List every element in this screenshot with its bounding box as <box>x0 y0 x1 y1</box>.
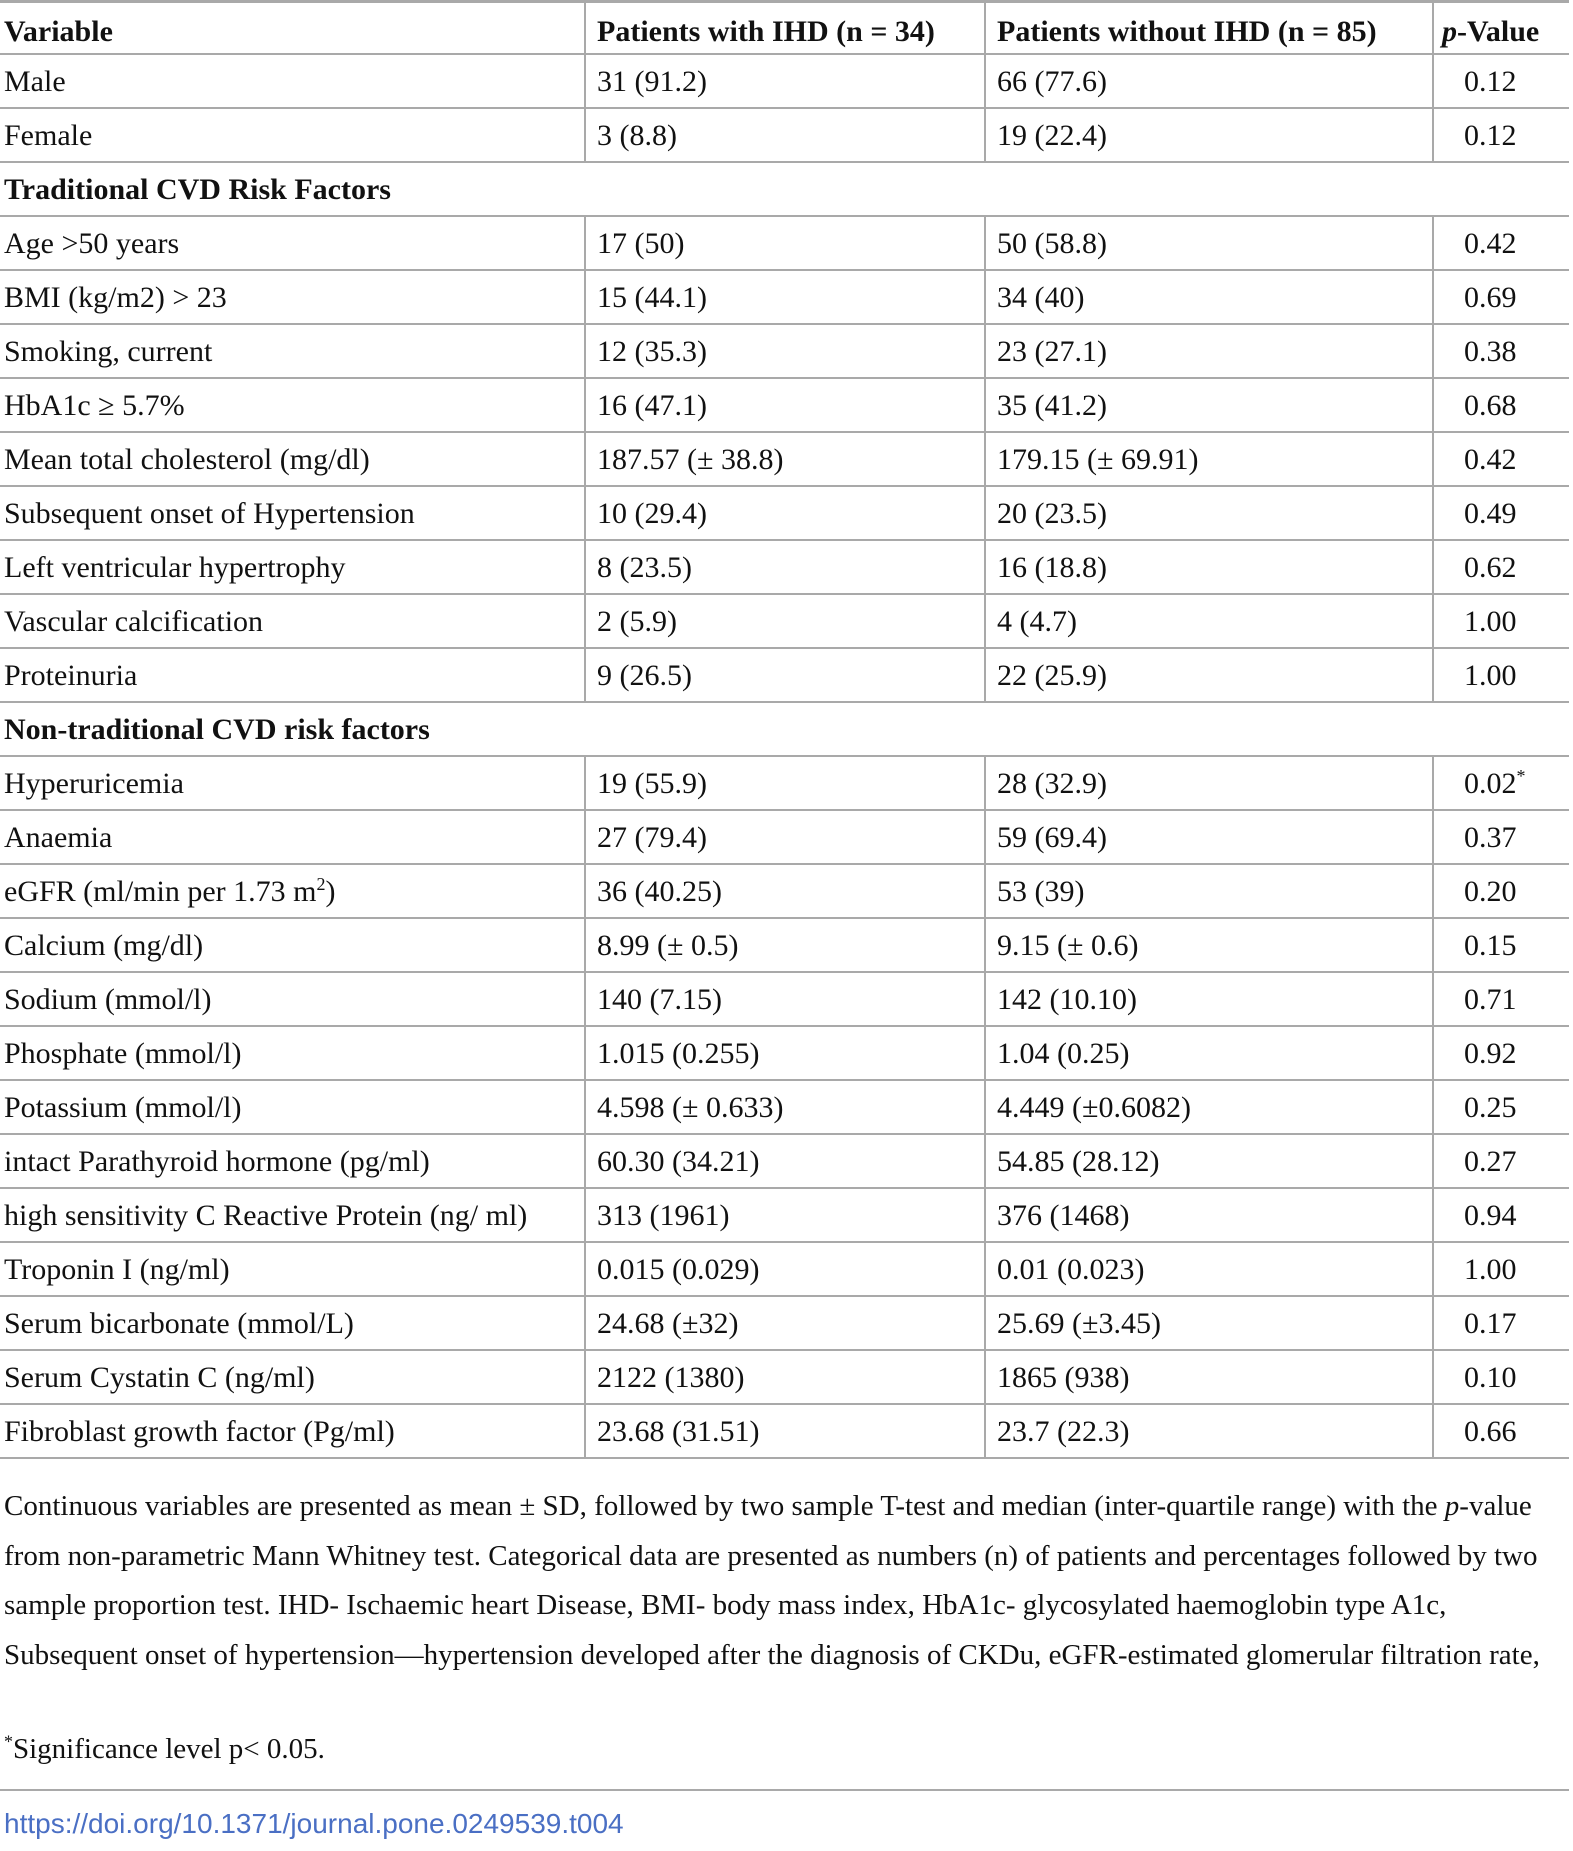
cell-without-ihd-value: 376 (1468) <box>997 1199 1130 1232</box>
cell-with-ihd <box>585 1026 985 1080</box>
cell-p-value-value: 0.12 <box>1464 65 1517 98</box>
cell-p-value <box>1433 864 1569 918</box>
cell-p-value <box>1433 540 1569 594</box>
section-label: Non-traditional CVD risk factors <box>0 702 1569 756</box>
cell-p-value-value: 1.00 <box>1464 1253 1517 1286</box>
table-row <box>0 378 1569 432</box>
cell-p-value-value: 0.92 <box>1464 1037 1517 1070</box>
cell-without-ihd-value: 20 (23.5) <box>997 497 1107 530</box>
cell-p-value-value: 0.15 <box>1464 929 1517 962</box>
footnote-paragraph <box>4 1482 1559 1680</box>
cell-without-ihd <box>985 1242 1433 1296</box>
cell-with-ihd-value: 17 (50) <box>597 227 685 260</box>
cell-with-ihd <box>585 594 985 648</box>
cell-without-ihd <box>985 108 1433 162</box>
cell-with-ihd <box>585 54 985 108</box>
cell-without-ihd-value: 23 (27.1) <box>997 335 1107 368</box>
variable-label: Calcium (mg/dl) <box>4 929 204 962</box>
header-without-ihd: Patients without IHD (n = 85) <box>985 2 1433 55</box>
cell-p-value-value: 0.66 <box>1464 1415 1517 1448</box>
cell-without-ihd-value: 4.449 (±0.6082) <box>997 1091 1191 1124</box>
cell-p-value-value: 0.71 <box>1464 983 1517 1016</box>
cell-p-value-value: 0.25 <box>1464 1091 1517 1124</box>
table-row <box>0 1080 1569 1134</box>
variable-label: HbA1c ≥ 5.7% <box>4 389 185 422</box>
cell-with-ihd <box>585 432 985 486</box>
variable-label: Male <box>4 65 66 98</box>
cell-without-ihd <box>985 648 1433 702</box>
table-row <box>0 810 1569 864</box>
cell-with-ihd-value: 2122 (1380) <box>597 1361 745 1394</box>
cell-without-ihd <box>985 864 1433 918</box>
variable-label: Female <box>4 119 93 152</box>
cell-with-ihd-value: 36 (40.25) <box>597 875 722 908</box>
cell-with-ihd <box>585 540 985 594</box>
cell-with-ihd-value: 60.30 (34.21) <box>597 1145 760 1178</box>
cell-without-ihd <box>985 594 1433 648</box>
cell-with-ihd-value: 0.015 (0.029) <box>597 1253 760 1286</box>
variable-label: Sodium (mmol/l) <box>4 983 212 1016</box>
table-row <box>0 486 1569 540</box>
cell-with-ihd-value: 2 (5.9) <box>597 605 677 638</box>
cell-variable <box>0 918 585 972</box>
cell-without-ihd <box>985 216 1433 270</box>
cell-without-ihd-value: 16 (18.8) <box>997 551 1107 584</box>
cell-p-value-value: 0.37 <box>1464 821 1517 854</box>
variable-label: Smoking, current <box>4 335 213 368</box>
cell-variable <box>0 432 585 486</box>
cell-with-ihd-value: 313 (1961) <box>597 1199 730 1232</box>
doi-link[interactable]: https://doi.org/10.1371/journal.pone.0249539.t004 <box>4 1808 624 1839</box>
cell-p-value-value: 0.69 <box>1464 281 1517 314</box>
table-row <box>0 108 1569 162</box>
table-row <box>0 1026 1569 1080</box>
cell-with-ihd <box>585 216 985 270</box>
variable-label: Troponin I (ng/ml) <box>4 1253 230 1286</box>
cell-p-value <box>1433 108 1569 162</box>
cell-without-ihd <box>985 756 1433 810</box>
cell-without-ihd <box>985 324 1433 378</box>
cell-with-ihd <box>585 1134 985 1188</box>
footnote-p-italic: p <box>1444 1490 1460 1522</box>
variable-label: Proteinuria <box>4 659 138 692</box>
cell-with-ihd <box>585 1350 985 1404</box>
table-row <box>0 1242 1569 1296</box>
cell-without-ihd <box>985 918 1433 972</box>
table-row <box>0 1188 1569 1242</box>
cell-p-value-value: 0.17 <box>1464 1307 1517 1340</box>
cell-without-ihd <box>985 810 1433 864</box>
cell-with-ihd <box>585 108 985 162</box>
variable-label: Left ventricular hypertrophy <box>4 551 346 584</box>
cell-p-value-value: 0.02 <box>1464 767 1517 800</box>
cell-variable <box>0 486 585 540</box>
cell-with-ihd-value: 3 (8.8) <box>597 119 677 152</box>
cell-with-ihd-value: 140 (7.15) <box>597 983 722 1016</box>
cell-without-ihd <box>985 1134 1433 1188</box>
cell-p-value <box>1433 1404 1569 1458</box>
variable-label: high sensitivity C Reactive Protein (ng/ ml) <box>4 1199 528 1232</box>
variable-label-suffix: ) <box>325 875 336 908</box>
cell-without-ihd-value: 28 (32.9) <box>997 767 1107 800</box>
cell-with-ihd <box>585 486 985 540</box>
cell-without-ihd-value: 1865 (938) <box>997 1361 1130 1394</box>
cell-p-value <box>1433 1350 1569 1404</box>
cell-p-value-value: 0.38 <box>1464 335 1517 368</box>
table-row <box>0 270 1569 324</box>
cell-without-ihd-value: 66 (77.6) <box>997 65 1107 98</box>
header-p-value <box>1433 2 1569 55</box>
cell-with-ihd-value: 8.99 (± 0.5) <box>597 929 739 962</box>
cell-variable <box>0 1242 585 1296</box>
cell-variable <box>0 270 585 324</box>
table-footnote <box>4 1482 1559 1680</box>
cell-variable <box>0 324 585 378</box>
section-row <box>0 702 1569 756</box>
cell-p-value-value: 0.94 <box>1464 1199 1517 1232</box>
table-row <box>0 540 1569 594</box>
header-with-ihd: Patients with IHD (n = 34) <box>585 2 985 55</box>
variable-label: Fibroblast growth factor (Pg/ml) <box>4 1415 395 1448</box>
header-p-rest: -Value <box>1457 15 1540 48</box>
cell-without-ihd-value: 19 (22.4) <box>997 119 1107 152</box>
cell-without-ihd-value: 0.01 (0.023) <box>997 1253 1145 1286</box>
cell-p-value-value: 0.49 <box>1464 497 1517 530</box>
table-row <box>0 324 1569 378</box>
cell-p-value <box>1433 918 1569 972</box>
cell-p-value <box>1433 216 1569 270</box>
variable-label: Subsequent onset of Hypertension <box>4 497 415 530</box>
section-row <box>0 162 1569 216</box>
cell-with-ihd <box>585 324 985 378</box>
significance-note <box>4 1729 325 1769</box>
cell-with-ihd-value: 15 (44.1) <box>597 281 707 314</box>
cell-without-ihd <box>985 972 1433 1026</box>
cell-p-value <box>1433 1026 1569 1080</box>
table-row <box>0 594 1569 648</box>
cell-without-ihd-value: 142 (10.10) <box>997 983 1137 1016</box>
cell-without-ihd-value: 34 (40) <box>997 281 1085 314</box>
table-row <box>0 648 1569 702</box>
cell-without-ihd <box>985 1026 1433 1080</box>
cell-without-ihd-value: 59 (69.4) <box>997 821 1107 854</box>
cell-variable <box>0 1026 585 1080</box>
cell-with-ihd <box>585 648 985 702</box>
significance-marker: * <box>1516 766 1526 786</box>
cell-variable <box>0 648 585 702</box>
cell-without-ihd-value: 54.85 (28.12) <box>997 1145 1160 1178</box>
cell-p-value-value: 1.00 <box>1464 659 1517 692</box>
cell-variable <box>0 378 585 432</box>
cell-variable <box>0 594 585 648</box>
cell-with-ihd-value: 19 (55.9) <box>597 767 707 800</box>
cell-variable <box>0 54 585 108</box>
variable-label: Serum Cystatin C (ng/ml) <box>4 1361 315 1394</box>
cell-p-value <box>1433 54 1569 108</box>
cell-without-ihd <box>985 486 1433 540</box>
cell-with-ihd-value: 9 (26.5) <box>597 659 692 692</box>
cell-with-ihd-value: 4.598 (± 0.633) <box>597 1091 784 1124</box>
cell-without-ihd-value: 23.7 (22.3) <box>997 1415 1130 1448</box>
variable-label: eGFR (ml/min per 1.73 m <box>4 875 317 908</box>
variable-label: Serum bicarbonate (mmol/L) <box>4 1307 354 1340</box>
cell-without-ihd-value: 1.04 (0.25) <box>997 1037 1130 1070</box>
cell-variable <box>0 1080 585 1134</box>
table-row <box>0 54 1569 108</box>
cell-without-ihd-value: 50 (58.8) <box>997 227 1107 260</box>
cell-p-value <box>1433 810 1569 864</box>
cell-without-ihd-value: 53 (39) <box>997 875 1085 908</box>
cell-with-ihd <box>585 270 985 324</box>
cell-without-ihd-value: 4 (4.7) <box>997 605 1077 638</box>
cell-without-ihd <box>985 1080 1433 1134</box>
cell-with-ihd-value: 31 (91.2) <box>597 65 707 98</box>
cell-with-ihd-value: 8 (23.5) <box>597 551 692 584</box>
section-label: Traditional CVD Risk Factors <box>0 162 1569 216</box>
cell-p-value <box>1433 1242 1569 1296</box>
table-body <box>0 54 1569 1458</box>
table-row <box>0 432 1569 486</box>
cell-with-ihd <box>585 972 985 1026</box>
table-header <box>0 2 1569 55</box>
footnote-part2: -value from non-parametric Mann Whitney test. Categorical data are presented as numbers (n) of patients and percentages followed by two sample proportion test. IHD- Ischaemic heart Disease, BMI- body mass index, HbA1c- glycosylated haemoglobin type A1c, Subsequent onset of hypertension—hypertension developed after the diagnosis of CKDu, eGFR-estimated glomerular filtration rate, <box>4 1490 1540 1671</box>
table-row <box>0 972 1569 1026</box>
header-p-italic: p <box>1442 15 1457 48</box>
variable-label: Vascular calcification <box>4 605 264 638</box>
cell-with-ihd <box>585 1296 985 1350</box>
header-variable: Variable <box>0 2 585 55</box>
cell-p-value <box>1433 324 1569 378</box>
table-row <box>0 1404 1569 1458</box>
table-row <box>0 756 1569 810</box>
cell-with-ihd <box>585 1404 985 1458</box>
cell-with-ihd <box>585 810 985 864</box>
cell-variable <box>0 1404 585 1458</box>
cell-with-ihd-value: 1.015 (0.255) <box>597 1037 760 1070</box>
table-row <box>0 1296 1569 1350</box>
cell-without-ihd <box>985 1296 1433 1350</box>
cell-variable <box>0 810 585 864</box>
cell-variable <box>0 864 585 918</box>
variable-label: Anaemia <box>4 821 113 854</box>
cell-with-ihd-value: 23.68 (31.51) <box>597 1415 760 1448</box>
cell-without-ihd-value: 35 (41.2) <box>997 389 1107 422</box>
header-row <box>0 2 1569 55</box>
cell-with-ihd-value: 24.68 (±32) <box>597 1307 739 1340</box>
table-row <box>0 1350 1569 1404</box>
cell-p-value <box>1433 378 1569 432</box>
cell-variable <box>0 972 585 1026</box>
cell-p-value <box>1433 432 1569 486</box>
variable-label: Mean total cholesterol (mg/dl) <box>4 443 370 476</box>
cell-without-ihd-value: 179.15 (± 69.91) <box>997 443 1199 476</box>
cell-without-ihd <box>985 1350 1433 1404</box>
cell-without-ihd-value: 25.69 (±3.45) <box>997 1307 1161 1340</box>
bottom-rule <box>0 1789 1569 1791</box>
cell-with-ihd <box>585 918 985 972</box>
cell-p-value-value: 0.12 <box>1464 119 1517 152</box>
cell-without-ihd <box>985 432 1433 486</box>
cell-with-ihd-value: 10 (29.4) <box>597 497 707 530</box>
cell-with-ihd-value: 16 (47.1) <box>597 389 707 422</box>
cell-p-value-value: 0.42 <box>1464 443 1517 476</box>
cell-without-ihd <box>985 270 1433 324</box>
cell-variable <box>0 108 585 162</box>
cell-without-ihd-value: 9.15 (± 0.6) <box>997 929 1139 962</box>
significance-mark: * <box>4 1731 13 1752</box>
cell-variable <box>0 1296 585 1350</box>
cell-variable <box>0 540 585 594</box>
cell-without-ihd <box>985 1404 1433 1458</box>
cell-p-value-value: 0.20 <box>1464 875 1517 908</box>
cell-with-ihd <box>585 378 985 432</box>
cell-variable <box>0 1134 585 1188</box>
cell-variable <box>0 216 585 270</box>
cell-p-value <box>1433 594 1569 648</box>
cell-p-value-value: 0.68 <box>1464 389 1517 422</box>
variable-label: Phosphate (mmol/l) <box>4 1037 242 1070</box>
cell-p-value <box>1433 648 1569 702</box>
footnote-part1: Continuous variables are presented as mean ± SD, followed by two sample T-test and median (inter-quartile range) with the <box>4 1490 1445 1522</box>
table-row <box>0 216 1569 270</box>
cell-without-ihd-value: 22 (25.9) <box>997 659 1107 692</box>
variable-superscript: 2 <box>316 874 326 894</box>
cell-variable <box>0 756 585 810</box>
variable-label: Potassium (mmol/l) <box>4 1091 242 1124</box>
cell-p-value-value: 1.00 <box>1464 605 1517 638</box>
table-row <box>0 864 1569 918</box>
cell-without-ihd <box>985 378 1433 432</box>
cell-variable <box>0 1350 585 1404</box>
cell-p-value-value: 0.27 <box>1464 1145 1517 1178</box>
cell-with-ihd <box>585 1080 985 1134</box>
cell-with-ihd <box>585 864 985 918</box>
variable-label: Hyperuricemia <box>4 767 184 800</box>
cell-without-ihd <box>985 540 1433 594</box>
cell-p-value <box>1433 1296 1569 1350</box>
table-row <box>0 918 1569 972</box>
cell-p-value-value: 0.42 <box>1464 227 1517 260</box>
cell-with-ihd-value: 12 (35.3) <box>597 335 707 368</box>
cell-with-ihd <box>585 756 985 810</box>
cell-with-ihd-value: 27 (79.4) <box>597 821 707 854</box>
cell-p-value <box>1433 486 1569 540</box>
cell-p-value <box>1433 270 1569 324</box>
variable-label: Age >50 years <box>4 227 180 260</box>
cell-p-value <box>1433 1080 1569 1134</box>
cell-p-value-value: 0.10 <box>1464 1361 1517 1394</box>
cell-variable <box>0 1188 585 1242</box>
cell-without-ihd <box>985 1188 1433 1242</box>
cell-with-ihd-value: 187.57 (± 38.8) <box>597 443 784 476</box>
cell-without-ihd <box>985 54 1433 108</box>
cell-p-value <box>1433 756 1569 810</box>
significance-text: Significance level p< 0.05. <box>13 1733 325 1765</box>
cell-p-value <box>1433 1188 1569 1242</box>
cell-with-ihd <box>585 1242 985 1296</box>
variable-label: intact Parathyroid hormone (pg/ml) <box>4 1145 430 1178</box>
cell-p-value-value: 0.62 <box>1464 551 1517 584</box>
table-row <box>0 1134 1569 1188</box>
cell-p-value <box>1433 972 1569 1026</box>
cell-with-ihd <box>585 1188 985 1242</box>
variable-label: BMI (kg/m2) > 23 <box>4 281 227 314</box>
cell-p-value <box>1433 1134 1569 1188</box>
